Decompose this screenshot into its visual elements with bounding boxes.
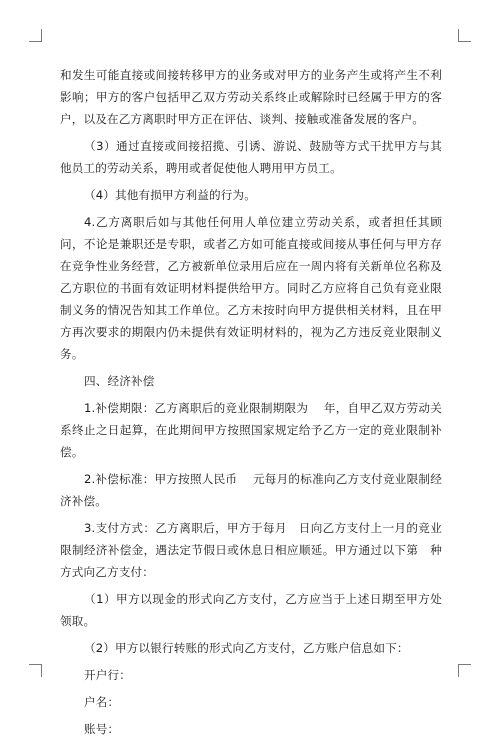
- paragraph-payment-method: 3.支付方式：乙方离职后，甲方于每月 日向乙方支付上一月的竞业限制经济补偿金，遇法定节假日或休息日相应顺延。甲方通过以下第 种方式向乙方支付：: [60, 521, 442, 579]
- paragraph-item-3: （3）通过直接或间接招揽、引诱、游说、鼓励等方式干扰甲方与其他员工的劳动关系，聘用或者促使他人聘用甲方员工。: [60, 139, 442, 175]
- field-bank-name: 开户行：: [84, 668, 131, 682]
- paragraph-option-cash: （1）甲方以现金的形式向乙方支付，乙方应当于上述日期至甲方处领取。: [60, 592, 442, 628]
- paragraph-compensation-period: 1.补偿期限：乙方离职后的竞业限制期限为 年，自甲乙双方劳动关系终止之日起算，在此期间甲方按照国家规定给予乙方一定的竞业限制补偿。: [60, 401, 442, 459]
- crop-mark-bottom-right: [458, 664, 471, 677]
- crop-mark-bottom-left: [29, 664, 42, 677]
- field-account-holder: 户名：: [84, 695, 120, 709]
- paragraph-compensation-standard: 2.补偿标准：甲方按照人民币 元每月的标准向乙方支付竞业限制经济补偿。: [60, 472, 442, 508]
- paragraph-client-definition: 和发生可能直接或间接转移甲方的业务或对甲方的业务产生或将产生不利影响；甲方的客户包括甲乙双方劳动关系终止或解除时已经属于甲方的客户，以及在乙方离职时甲方正在评估、谈判、接触或准备发展的客户。: [60, 68, 442, 126]
- crop-mark-top-left: [29, 29, 42, 42]
- paragraph-option-bank-transfer: （2）甲方以银行转账的形式向乙方支付，乙方账户信息如下：: [84, 641, 409, 655]
- paragraph-clause-4: 4.乙方离职后如与其他任何用人单位建立劳动关系，或者担任其顾问，不论是兼职还是专职，或者乙方如可能直接或间接从事任何与甲方存在竞争性业务经营，乙方被新单位录用后应在一周内将有关新单位名称及乙方职位的书面有效证明材料提供给甲方。同时乙方应将自己负有竞业限制义务的情况告知其工作单位。乙方未按时向甲方提供相关材料，且在甲方再次要求的期限内仍未提供有效证明材料的，视为乙方违反竞业限制义务。: [60, 215, 442, 361]
- field-account-number: 账号：: [84, 722, 120, 736]
- section-heading-compensation: 四、经济补偿: [84, 374, 155, 388]
- document-body: [60, 64, 442, 740]
- crop-mark-top-right: [458, 29, 471, 42]
- paragraph-item-4: （4）其他有损甲方利益的行为。: [84, 188, 256, 202]
